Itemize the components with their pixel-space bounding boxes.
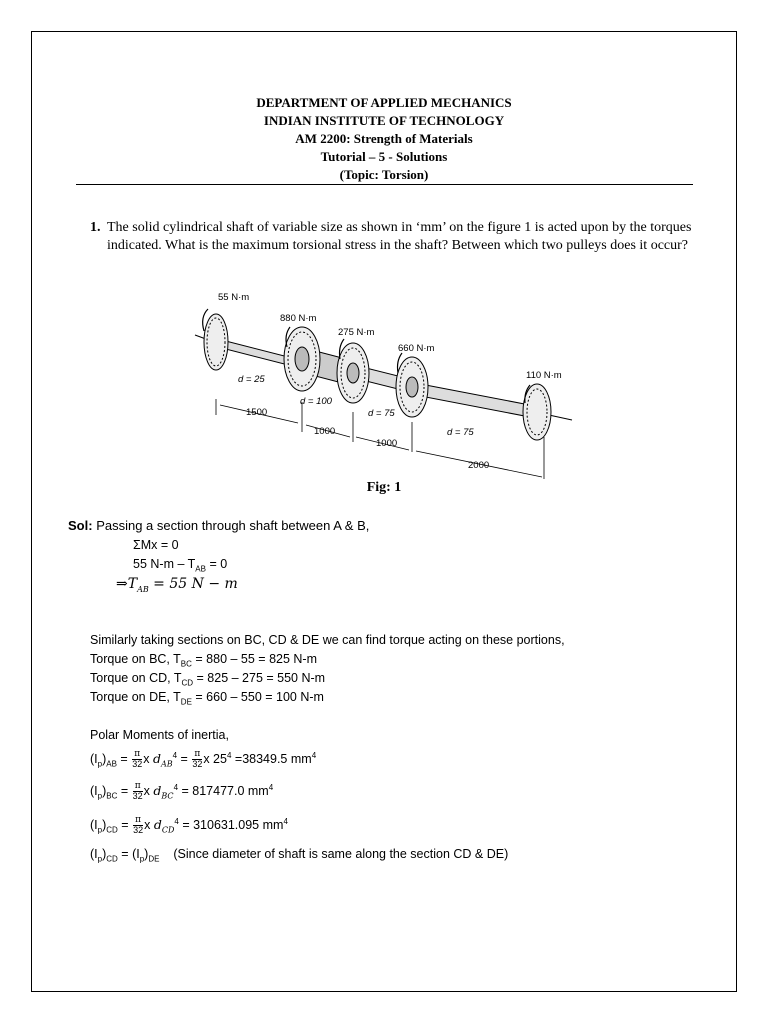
diameter-label-100: d = 100 xyxy=(300,396,332,407)
document-header xyxy=(0,94,768,184)
length-label-1500: 1500 xyxy=(246,407,268,418)
equation-sum-moments: ΣMx = 0 xyxy=(133,538,179,552)
solution-label: Sol: xyxy=(68,518,93,533)
question-1 xyxy=(90,219,700,255)
tutorial-title: Tutorial – 5 - Solutions xyxy=(320,149,448,164)
torque-bc: Torque on BC, $T_{BC} = 880 - 55 = 825$ N-m xyxy=(90,652,318,669)
polar-moment-ab: $(I_p)_{AB}$ = $\frac{\pi}{32}$ x $d_{AB}^4$ = $\frac{\pi}{32}$ x $25^4 =38349.5$ $mm^4$ xyxy=(90,749,317,770)
equation-torque-balance: 55 $N-m - T_{AB} = 0$ xyxy=(133,557,228,574)
polar-moment-cd: $(I_p)_{CD}$ = $\frac{\pi}{32}$ x $d_{CD}^4 = 310631.095$ $mm^4$ xyxy=(90,815,288,836)
length-label-2000: 2000 xyxy=(468,460,490,471)
shaft-figure xyxy=(190,287,590,483)
length-label-1000b: 1000 xyxy=(376,438,398,449)
solution-intro-text: Passing a section through shaft between A & B, xyxy=(96,518,370,533)
question-text: The solid cylindrical shaft of variable size as shown in ‘mm’ on the figure 1 is acted upon by the torques indicated. What is the maximum torsional stress in the shaft? Between which two pulleys does it occur? xyxy=(107,220,692,253)
pulley-e xyxy=(523,384,551,440)
polar-moment-bc: $(I_p)_{BC}$ = $\frac{\pi}{32}$ x $d_{BC}^4 = 817477.0$ $mm^4$ xyxy=(90,781,274,802)
torque-label-660: 660 N·m xyxy=(398,343,435,354)
torque-de: Torque on DE, $T_{DE} = 660 - 550 = 100$ N-m xyxy=(90,690,324,707)
course-title: AM 2200: Strength of Materials xyxy=(295,131,473,146)
similarly-text: Similarly taking sections on BC, CD & DE we can find torque acting on these portions, xyxy=(90,633,565,647)
pulley-b xyxy=(284,327,320,391)
torque-label-880: 880 N·m xyxy=(280,313,317,324)
diameter-label-75a: d = 75 xyxy=(368,408,395,419)
diameter-label-75b: d = 75 xyxy=(447,427,474,438)
torque-label-275: 275 N·m xyxy=(338,327,375,338)
polar-moment-cd-de-equal: $(I_p)_{CD} = (I_p)_{DE}$ (Since diameter of shaft is same along the section CD & DE) xyxy=(90,847,509,864)
header-divider xyxy=(76,184,693,185)
figure-caption: Fig: 1 xyxy=(366,480,402,495)
shaft-segment-de xyxy=(410,382,535,418)
topic-title: (Topic: Torsion) xyxy=(339,167,429,182)
length-label-1000a: 1000 xyxy=(314,426,336,437)
pulley-a xyxy=(204,314,228,370)
question-number: 1. xyxy=(90,220,101,235)
equation-tab-result: $\Rightarrow T_{AB} = 55$ N − m xyxy=(116,576,238,594)
pulley-d xyxy=(396,357,428,417)
pulley-c xyxy=(337,343,369,403)
department-title: DEPARTMENT OF APPLIED MECHANICS xyxy=(256,95,512,110)
institute-title: INDIAN INSTITUTE OF TECHNOLOGY xyxy=(263,113,505,128)
torque-cd: Torque on CD, $T_{CD} = 825 - 275 = 550$ N-m xyxy=(90,671,326,688)
torque-label-110: 110 N·m xyxy=(526,370,562,381)
polar-moments-heading: Polar Moments of inertia, xyxy=(90,728,229,742)
solution-intro xyxy=(68,518,369,533)
torque-label-55: 55 N·m xyxy=(218,292,250,303)
diameter-label-25: d = 25 xyxy=(238,374,265,385)
